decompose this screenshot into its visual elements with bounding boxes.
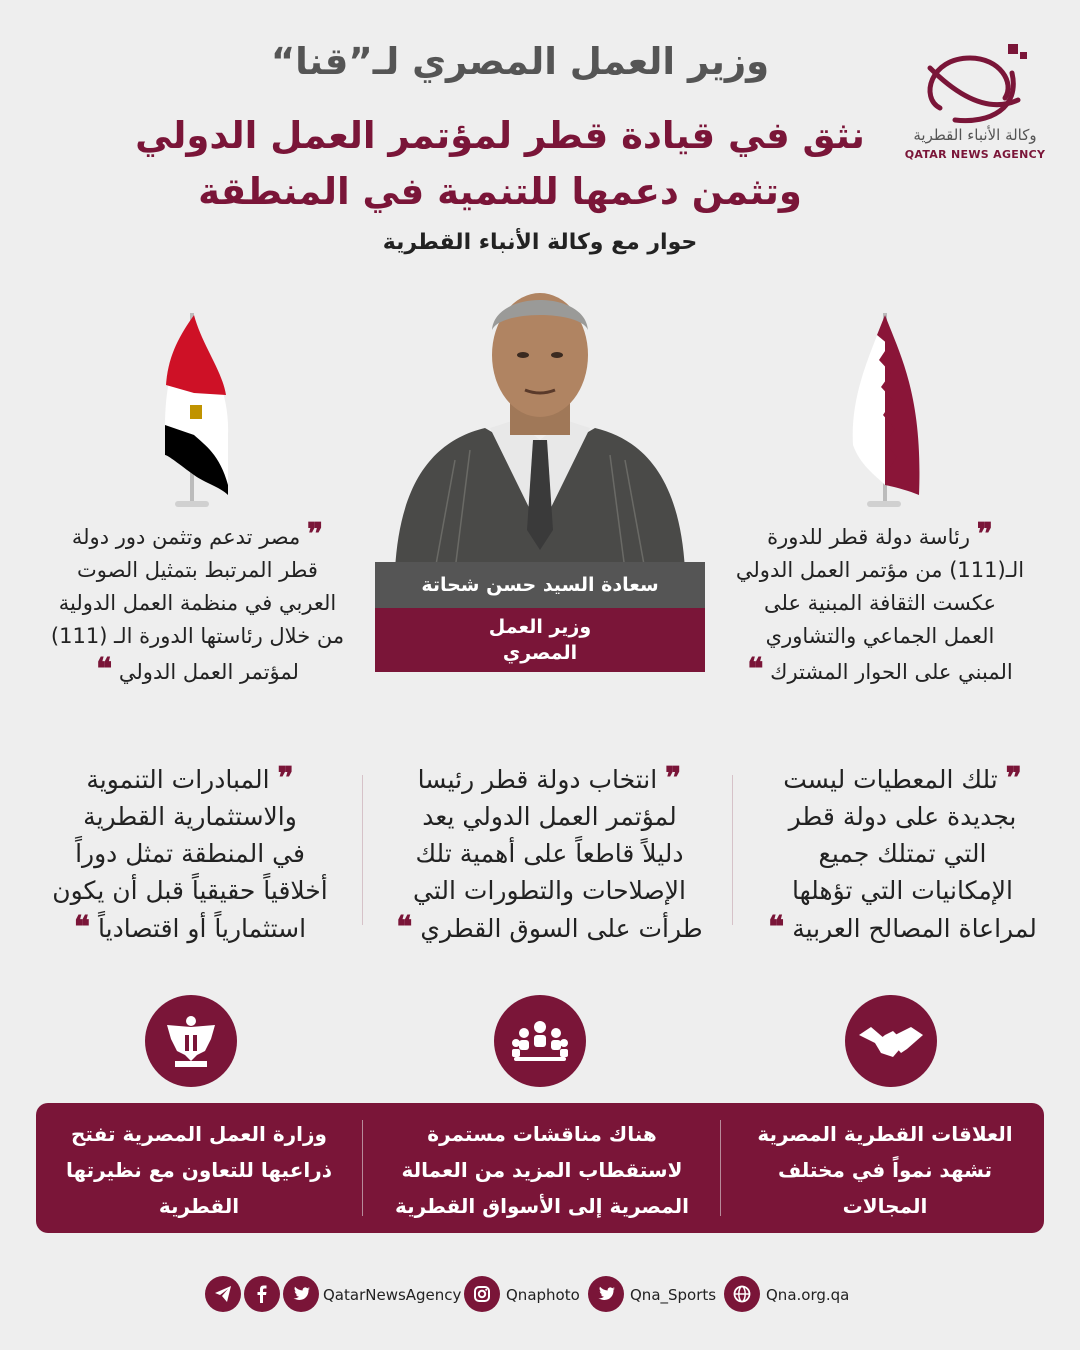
quote-open-mark: ❞ <box>306 517 324 552</box>
egypt-flag-cloth <box>160 315 235 500</box>
egypt-flag <box>160 305 240 510</box>
headline-main <box>110 108 890 220</box>
quote-open-mark: ❞ <box>1005 761 1022 796</box>
quote-close-mark: ❝ <box>73 910 91 945</box>
subtitle: حوار مع وكالة الأنباء القطرية <box>382 230 698 255</box>
footer-handle-main[interactable]: QatarNewsAgency <box>323 1286 462 1304</box>
twitter-icon[interactable] <box>283 1276 319 1312</box>
logo-name-en: QATAR NEWS AGENCY <box>904 148 1046 161</box>
quote-mid-right: ❞ تلك المعطيات ليست بجديدة على دولة قطر التي تمتلك جميع الإمكانيات التي تؤهلها لمراعاة المصالح العربية ❝ <box>768 761 1037 945</box>
quote-mid-center: ❞ انتخاب دولة قطر رئيسا لمؤتمر العمل الدولي يعد دليلاً قاطعاً على أهمية تلك الإصلاحات والتطورات التي طرأت على السوق القطري ❝ <box>396 761 703 945</box>
minister-role-line2: المصري <box>502 642 578 664</box>
facebook-icon[interactable] <box>244 1276 280 1312</box>
qatar-flag-cloth <box>845 315 925 500</box>
logo-name-ar: وكالة الأنباء القطرية <box>913 126 1037 144</box>
quote-top-right: ❞ رئاسة دولة قطر للدورة الـ(111) من مؤتمر العمل الدولي عكست الثقافة المبنية على العمل الجماعي والتشاوري المبني على الحوار المشترك ❝ <box>735 517 1025 687</box>
footer-handle-sports[interactable]: Qna_Sports <box>630 1286 717 1304</box>
minister-portrait <box>375 270 705 570</box>
minister-role <box>375 608 705 672</box>
divider <box>362 775 363 925</box>
quote-top-left: ❞ مصر تدعم وتثمن دور دولة قطر المرتبط بتمثيل الصوت العربي في منظمة العمل الدولية من خلال رئاستها الدورة الـ (111) لمؤتمر العمل الدولي ❝ <box>50 517 345 687</box>
quote-close-mark: ❝ <box>768 910 785 945</box>
twitter-sports-icon[interactable] <box>588 1276 624 1312</box>
telegram-icon[interactable] <box>205 1276 241 1312</box>
quote-open-mark: ❞ <box>665 761 682 796</box>
qatar-flag <box>845 305 930 510</box>
bottom-divider <box>362 1120 363 1216</box>
headline-line2: نثق في قيادة قطر لمؤتمر العمل الدولي <box>135 114 865 157</box>
divider <box>732 775 733 925</box>
bottom-text-left: وزارة العمل المصرية تفتح ذراعيها للتعاون مع نظيرتها القطرية <box>65 1122 333 1218</box>
instagram-icon[interactable] <box>464 1276 500 1312</box>
minister-name: سعادة السيد حسن شحاتة <box>375 562 705 608</box>
bottom-text-center: هناك مناقشات مستمرة لاستقطاب المزيد من العمالة المصرية إلى الأسواق القطرية <box>394 1122 690 1218</box>
handshake-icon <box>845 995 937 1087</box>
quote-mid-left: ❞ المبادرات التنموية والاستثمارية القطرية في المنطقة تمثل دوراً أخلاقياً حقيقياً قبل أن يكون استثمارياً أو اقتصادياً ❝ <box>52 761 328 945</box>
footer-handle-instagram[interactable]: Qnaphoto <box>506 1286 580 1304</box>
globe-icon[interactable] <box>724 1276 760 1312</box>
footer-website[interactable]: Qna.org.qa <box>766 1286 850 1304</box>
quote-close-mark: ❝ <box>96 652 113 687</box>
headline-line3: وتثمن دعمها للتنمية في المنطقة <box>198 170 802 213</box>
qna-logo <box>900 38 1050 128</box>
quote-close-mark: ❝ <box>396 910 413 945</box>
quote-open-mark: ❞ <box>976 517 993 552</box>
minister-role-line1: وزير العمل <box>488 616 592 638</box>
quote-open-mark: ❞ <box>277 761 294 796</box>
eagle-emblem-icon <box>145 995 237 1087</box>
quote-close-mark: ❝ <box>747 652 764 687</box>
bottom-divider <box>720 1120 721 1216</box>
bottom-text-right: العلاقات القطرية المصرية تشهد نمواً في مختلف المجالات <box>757 1122 1013 1218</box>
headline-line1: وزير العمل المصري لـ”قنا“ <box>270 40 770 83</box>
people-icon <box>494 995 586 1087</box>
